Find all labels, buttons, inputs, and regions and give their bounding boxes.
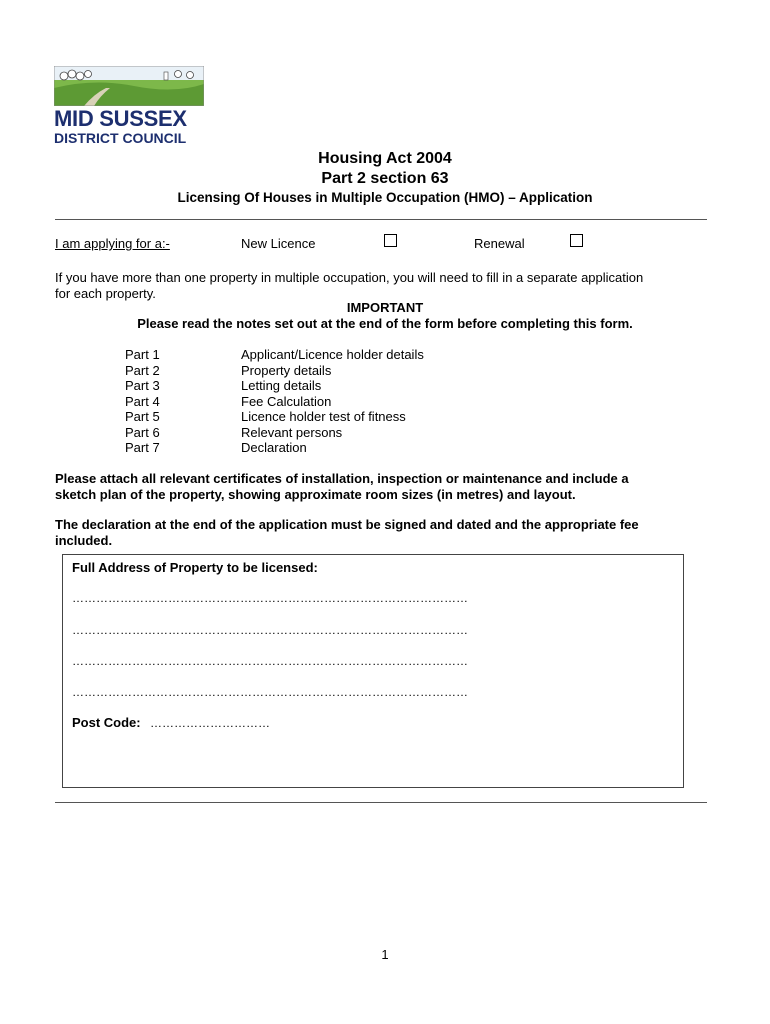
parts-list [125, 347, 424, 456]
intro-line2: for each property. [55, 286, 156, 301]
logo-line2: DISTRICT COUNCIL [54, 130, 187, 146]
list-item: Part 6 Relevant persons [125, 424, 343, 440]
document-section: Part 2 section 63 [321, 170, 449, 187]
intro-line1: If you have more than one property in multiple occupation, you will need to fill in a separate application [55, 270, 644, 285]
declaration-line1: The declaration at the end of the application must be signed and dated and the appropriate fee [55, 517, 639, 532]
top-divider [55, 219, 707, 220]
declaration-line2: included. [55, 533, 113, 548]
postcode-label: Post Code: [72, 715, 141, 730]
document-subtitle: Licensing Of Houses in Multiple Occupation (HMO) – Application [177, 190, 593, 205]
address-line-2[interactable]: ……………………………………………………………………………………… [72, 623, 468, 637]
renewal-checkbox[interactable] [570, 234, 583, 247]
list-item: Part 2 Property details [125, 362, 332, 378]
bottom-divider [55, 802, 707, 803]
applying-label: I am applying for a:- [55, 236, 170, 251]
list-item: Part 3 Letting details [125, 378, 322, 393]
new-licence-label: New Licence [241, 236, 316, 251]
postcode-field[interactable]: ………………………… [150, 716, 270, 730]
list-item: Part 4 Fee Calculation [125, 393, 332, 409]
document-title: Housing Act 2004 [318, 150, 452, 167]
new-licence-checkbox[interactable] [384, 234, 397, 247]
list-item: Part 7 Declaration [125, 440, 307, 455]
council-logo [54, 66, 206, 152]
address-label: Full Address of Property to be licensed: [72, 560, 318, 575]
attach-line1: Please attach all relevant certificates of installation, inspection or maintenance and include a [55, 471, 629, 486]
list-item: Part 1 Applicant/Licence holder details [125, 347, 424, 362]
list-item: Part 5 Licence holder test of fitness [125, 409, 406, 424]
address-box [62, 554, 684, 788]
landscape-logo-graphic [54, 66, 204, 106]
important-heading: IMPORTANT [346, 300, 424, 315]
attach-line2: sketch plan of the property, showing approximate room sizes (in metres) and layout. [55, 487, 576, 502]
address-line-4[interactable]: ……………………………………………………………………………………… [72, 685, 468, 699]
address-line-1[interactable]: ……………………………………………………………………………………… [72, 591, 468, 605]
renewal-label: Renewal [474, 236, 525, 251]
logo-line1: MID SUSSEX [54, 106, 187, 131]
important-text: Please read the notes set out at the end of the form before completing this form. [137, 316, 633, 331]
page-number: 1 [381, 947, 389, 962]
address-line-3[interactable]: ……………………………………………………………………………………… [72, 654, 468, 668]
